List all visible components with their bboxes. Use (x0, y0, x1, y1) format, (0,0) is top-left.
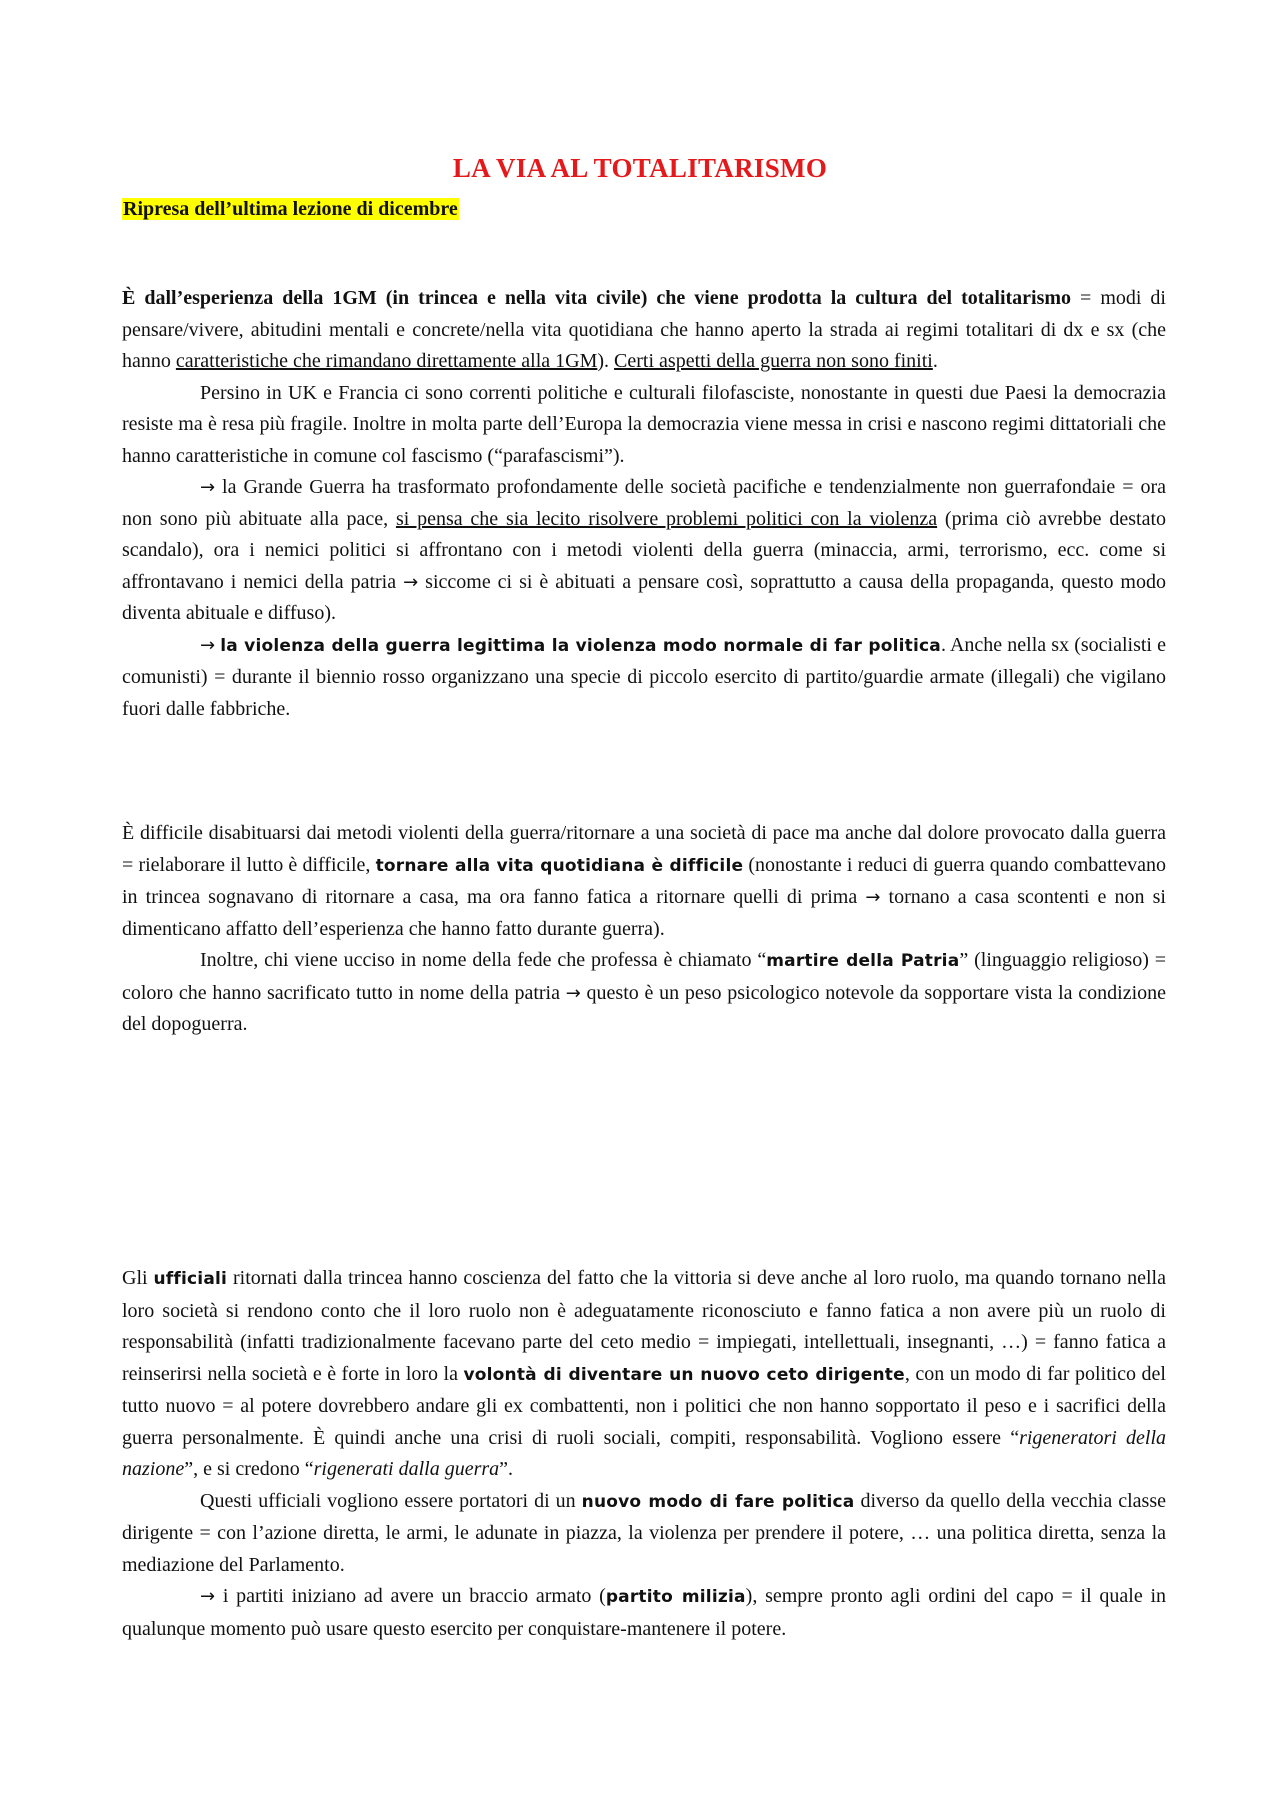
italic-term: rigenerati dalla guerra (313, 1458, 500, 1480)
arrow-icon: → (200, 477, 216, 498)
paragraph-2-2: Inoltre, chi viene ucciso in nome della fede che professa è chiamato “martire della Patria” (linguaggio religioso) = coloro che hanno sacrificato tutto in nome della patria → questo è un peso psicologico notevole da sopportare vista la condizione del dopoguerra. (122, 949, 1167, 1035)
bold-term: ufficiali (153, 1269, 228, 1289)
section-1 (122, 283, 1166, 725)
bold-statement: volontà di diventare un nuovo ceto dirigente (463, 1364, 905, 1385)
paragraph-1-4: → la violenza della guerra legittima la violenza modo normale di far politica. Anche nella sx (socialisti e comunisti) = durante il biennio rosso organizzano una specie di piccolo esercito di partito/guardie armate (illegali) che vigilano fuori dalle fabbriche. (122, 633, 1166, 720)
bold-term: martire della Patria (766, 951, 960, 971)
section-3 (122, 1263, 1166, 1645)
subtitle-highlight: Ripresa dell’ultima lezione di dicembre (123, 198, 458, 220)
arrow-icon: → (565, 982, 581, 1004)
page-subtitle (122, 196, 459, 222)
underlined-text: caratteristiche che rimandano direttamente alla 1GM (175, 350, 598, 372)
arrow-icon: → (200, 1586, 216, 1607)
page-title: LA VIA AL TOTALITARISMO (452, 153, 828, 183)
arrow-icon: → (865, 887, 881, 908)
section-2 (122, 818, 1166, 1041)
paragraph-1-1: È dall’esperienza della 1GM (in trincea e nella vita civile) che viene prodotta la cultura del totalitarismo = modi di pensare/vivere, abitudini mentali e concrete/nella vita quotidiana che hanno aperto la strada ai regimi totalitari di dx e sx (che hanno caratteristiche che rimandano direttamente alla 1GM). Certi aspetti della guerra non sono finiti. (122, 287, 1166, 372)
italic-term: rigeneratori della nazione (122, 1426, 1167, 1480)
bold-intro: È dall’esperienza della 1GM (in trincea e nella vita civile) che viene prodotta la cultura del totalitarismo (122, 287, 1072, 309)
paragraph-2-1: È difficile disabituarsi dai metodi violenti della guerra/ritornare a una società di pace ma anche dal dolore provocato dalla guerra = rielaborare il lutto è difficile, tornare alla vita quotidiana è difficile (nonostante i reduci di guerra quando combattevano in trincea sognavano di ritornare a casa, ma ora fanno fatica a ritornare quelli di prima → tornano a casa scontenti e non si dimenticano affatto dell’esperienza che hanno fatto durante guerra). (122, 822, 1167, 940)
paragraph-3-3: → i partiti iniziano ad avere un braccio armato (partito milizia), sempre pronto agli ordini del capo = il quale in qualunque momento può usare questo esercito per conquistare-mantenere il potere. (122, 1585, 1167, 1640)
paragraph-1-2: Persino in UK e Francia ci sono correnti politiche e culturali filofasciste, nonostante in questi due Paesi la democrazia resiste ma è resa più fragile. Inoltre in molta parte dell’Europa la democrazia viene messa in crisi e nascono regimi dittatoriali che hanno caratteristiche in comune col fascismo (“parafascismi”). (122, 381, 1166, 467)
bold-statement: tornare alla vita quotidiana è difficile (375, 855, 744, 876)
bold-statement: la violenza della guerra legittima la violenza modo normale di far politica (220, 635, 941, 656)
bold-term: partito milizia (605, 1587, 746, 1607)
arrow-icon: → (200, 634, 216, 656)
paragraph-1-3: → la Grande Guerra ha trasformato profondamente delle società pacifiche e tendenzialmente non guerrafondaie = ora non sono più abituate alla pace, si pensa che sia lecito risolvere problemi politici con la violenza (prima ciò avrebbe destato scandalo), ora i nemici politici si affrontano con i metodi violenti della guerra (minaccia, armi, terrorismo, ecc. come si affrontavano i nemici della patria → siccome ci si è abituati a pensare così, soprattutto a causa della propaganda, questo modo diventa abituale e diffuso). (122, 476, 1167, 624)
bold-statement: nuovo modo di fare politica (581, 1491, 855, 1512)
paragraph-3-1: Gli ufficiali ritornati dalla trincea hanno coscienza del fatto che la vittoria si deve anche al loro ruolo, ma quando tornano nella loro società si rendono conto che il loro ruolo non è adeguatamente riconosciuto e fanno fatica a non avere più un ruolo di responsabilità (infatti tradizionalmente facevano parte del ceto medio = impiegati, intellettuali, insegnanti, …) = fanno fatica a reinserirsi nella società e è forte in loro la volontà di diventare un nuovo ceto dirigente, con un modo di far politico del tutto nuovo = al potere dovrebbero andare gli ex combattenti, non i politici che non hanno sopportato il peso e i sacrifici della guerra personalmente. È quindi anche una crisi di ruoli sociali, compiti, responsabilità. Vogliono essere “rigeneratori della nazione”, e si credono “rigenerati dalla guerra”. (122, 1267, 1167, 1480)
underlined-text: Certi aspetti della guerra non sono finiti (614, 350, 933, 372)
underlined-text: si pensa che sia lecito risolvere problemi politici con la violenza (395, 507, 938, 530)
paragraph-3-2: Questi ufficiali vogliono essere portatori di un nuovo modo di fare politica diverso da quello della vecchia classe dirigente = con l’azione diretta, le armi, le adunate in piazza, la violenza per prendere il potere, … una politica diretta, senza la mediazione del Parlamento. (122, 1489, 1166, 1576)
arrow-icon: → (403, 571, 419, 593)
